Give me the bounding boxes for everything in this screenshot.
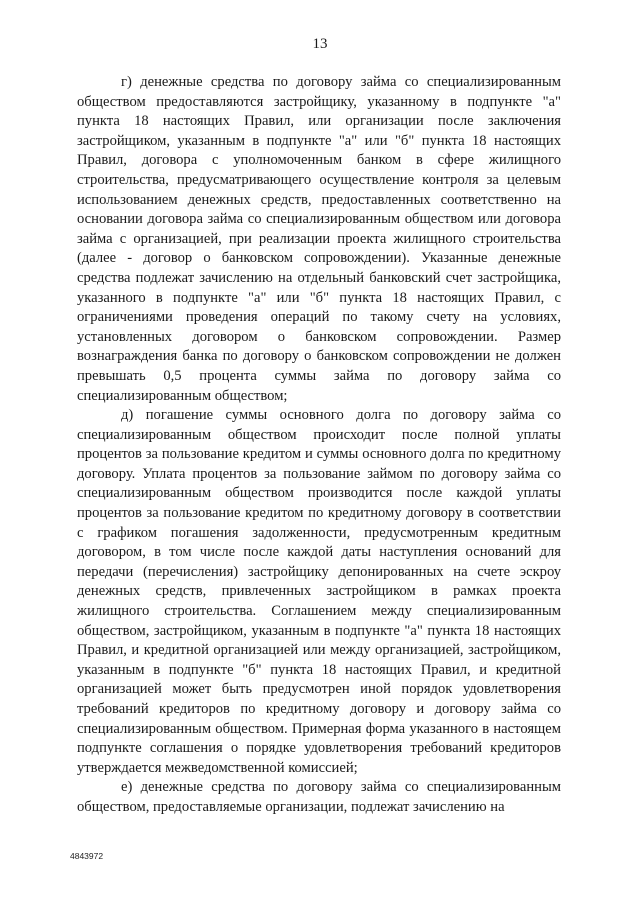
paragraph-subitem-d: д) погашение суммы основного долга по договору займа со специализированным обществом происходит после полной уплаты процентов за пользование кредитом и суммы основного долга по кредитному договору. Уплата процентов за пользование займом по договору займа со специализированным обществом производится после каждой уплаты процентов за пользование кредитом по кредитному договору в соответствии с графиком погашения задолженности, предусмотренным кредитным договором, в том числе после каждой даты наступления оснований для передачи (перечисления) застройщику депонированных на счете эскроу денежных средств, привлеченных застройщиком в рамках проекта жилищного строительства. Соглашением между специализированным обществом, застройщиком, указанным в подпункте "а" пункта 18 настоящих Правил, и кредитной организацией или между организацией, застройщиком, указанным в подпункте "б" пункта 18 настоящих Правил, и кредитной организацией может быть предусмотрен иной порядок удовлетворения требований кредиторов по кредитному договору и договору займа со специализированным обществом. Примерная форма указанного в настоящем подпункте соглашения о порядке удовлетворения требований кредиторов утверждается межведомственной комиссией; (77, 407, 561, 776)
paragraph-subitem-e: е) денежные средства по договору займа со специализированным обществом, предоставляемые организации, подлежат зачислению на (77, 779, 561, 815)
document-id: 4843972 (70, 851, 104, 861)
page-number: 13 (312, 36, 328, 52)
document-body (77, 73, 561, 818)
paragraph-subitem-g: г) денежные средства по договору займа со специализированным обществом предоставляются застройщику, указанному в подпункте "а" пункта 18 настоящих Правил, или организации после заключения застройщиком, указанным в подпункте "а" или "б" пункта 18 настоящих Правил, договора с уполномоченным банком в сфере жилищного строительства, предусматривающего осуществление контроля за целевым использованием денежных средств, предоставленных соответственно на основании договора займа со специализированным обществом или договора займа с организацией, при реализации проекта жилищного строительства (далее - договор о банковском сопровождении). Указанные денежные средства подлежат зачислению на отдельный банковский счет застройщика, указанного в подпункте "а" или "б" пункта 18 настоящих Правил, с ограничениями проведения операций по такому счету на условиях, установленных договором о банковском сопровождении. Размер вознаграждения банка по договору о банковском сопровождении не должен превышать 0,5 процента суммы займа по договору займа со специализированным обществом; (77, 74, 561, 404)
